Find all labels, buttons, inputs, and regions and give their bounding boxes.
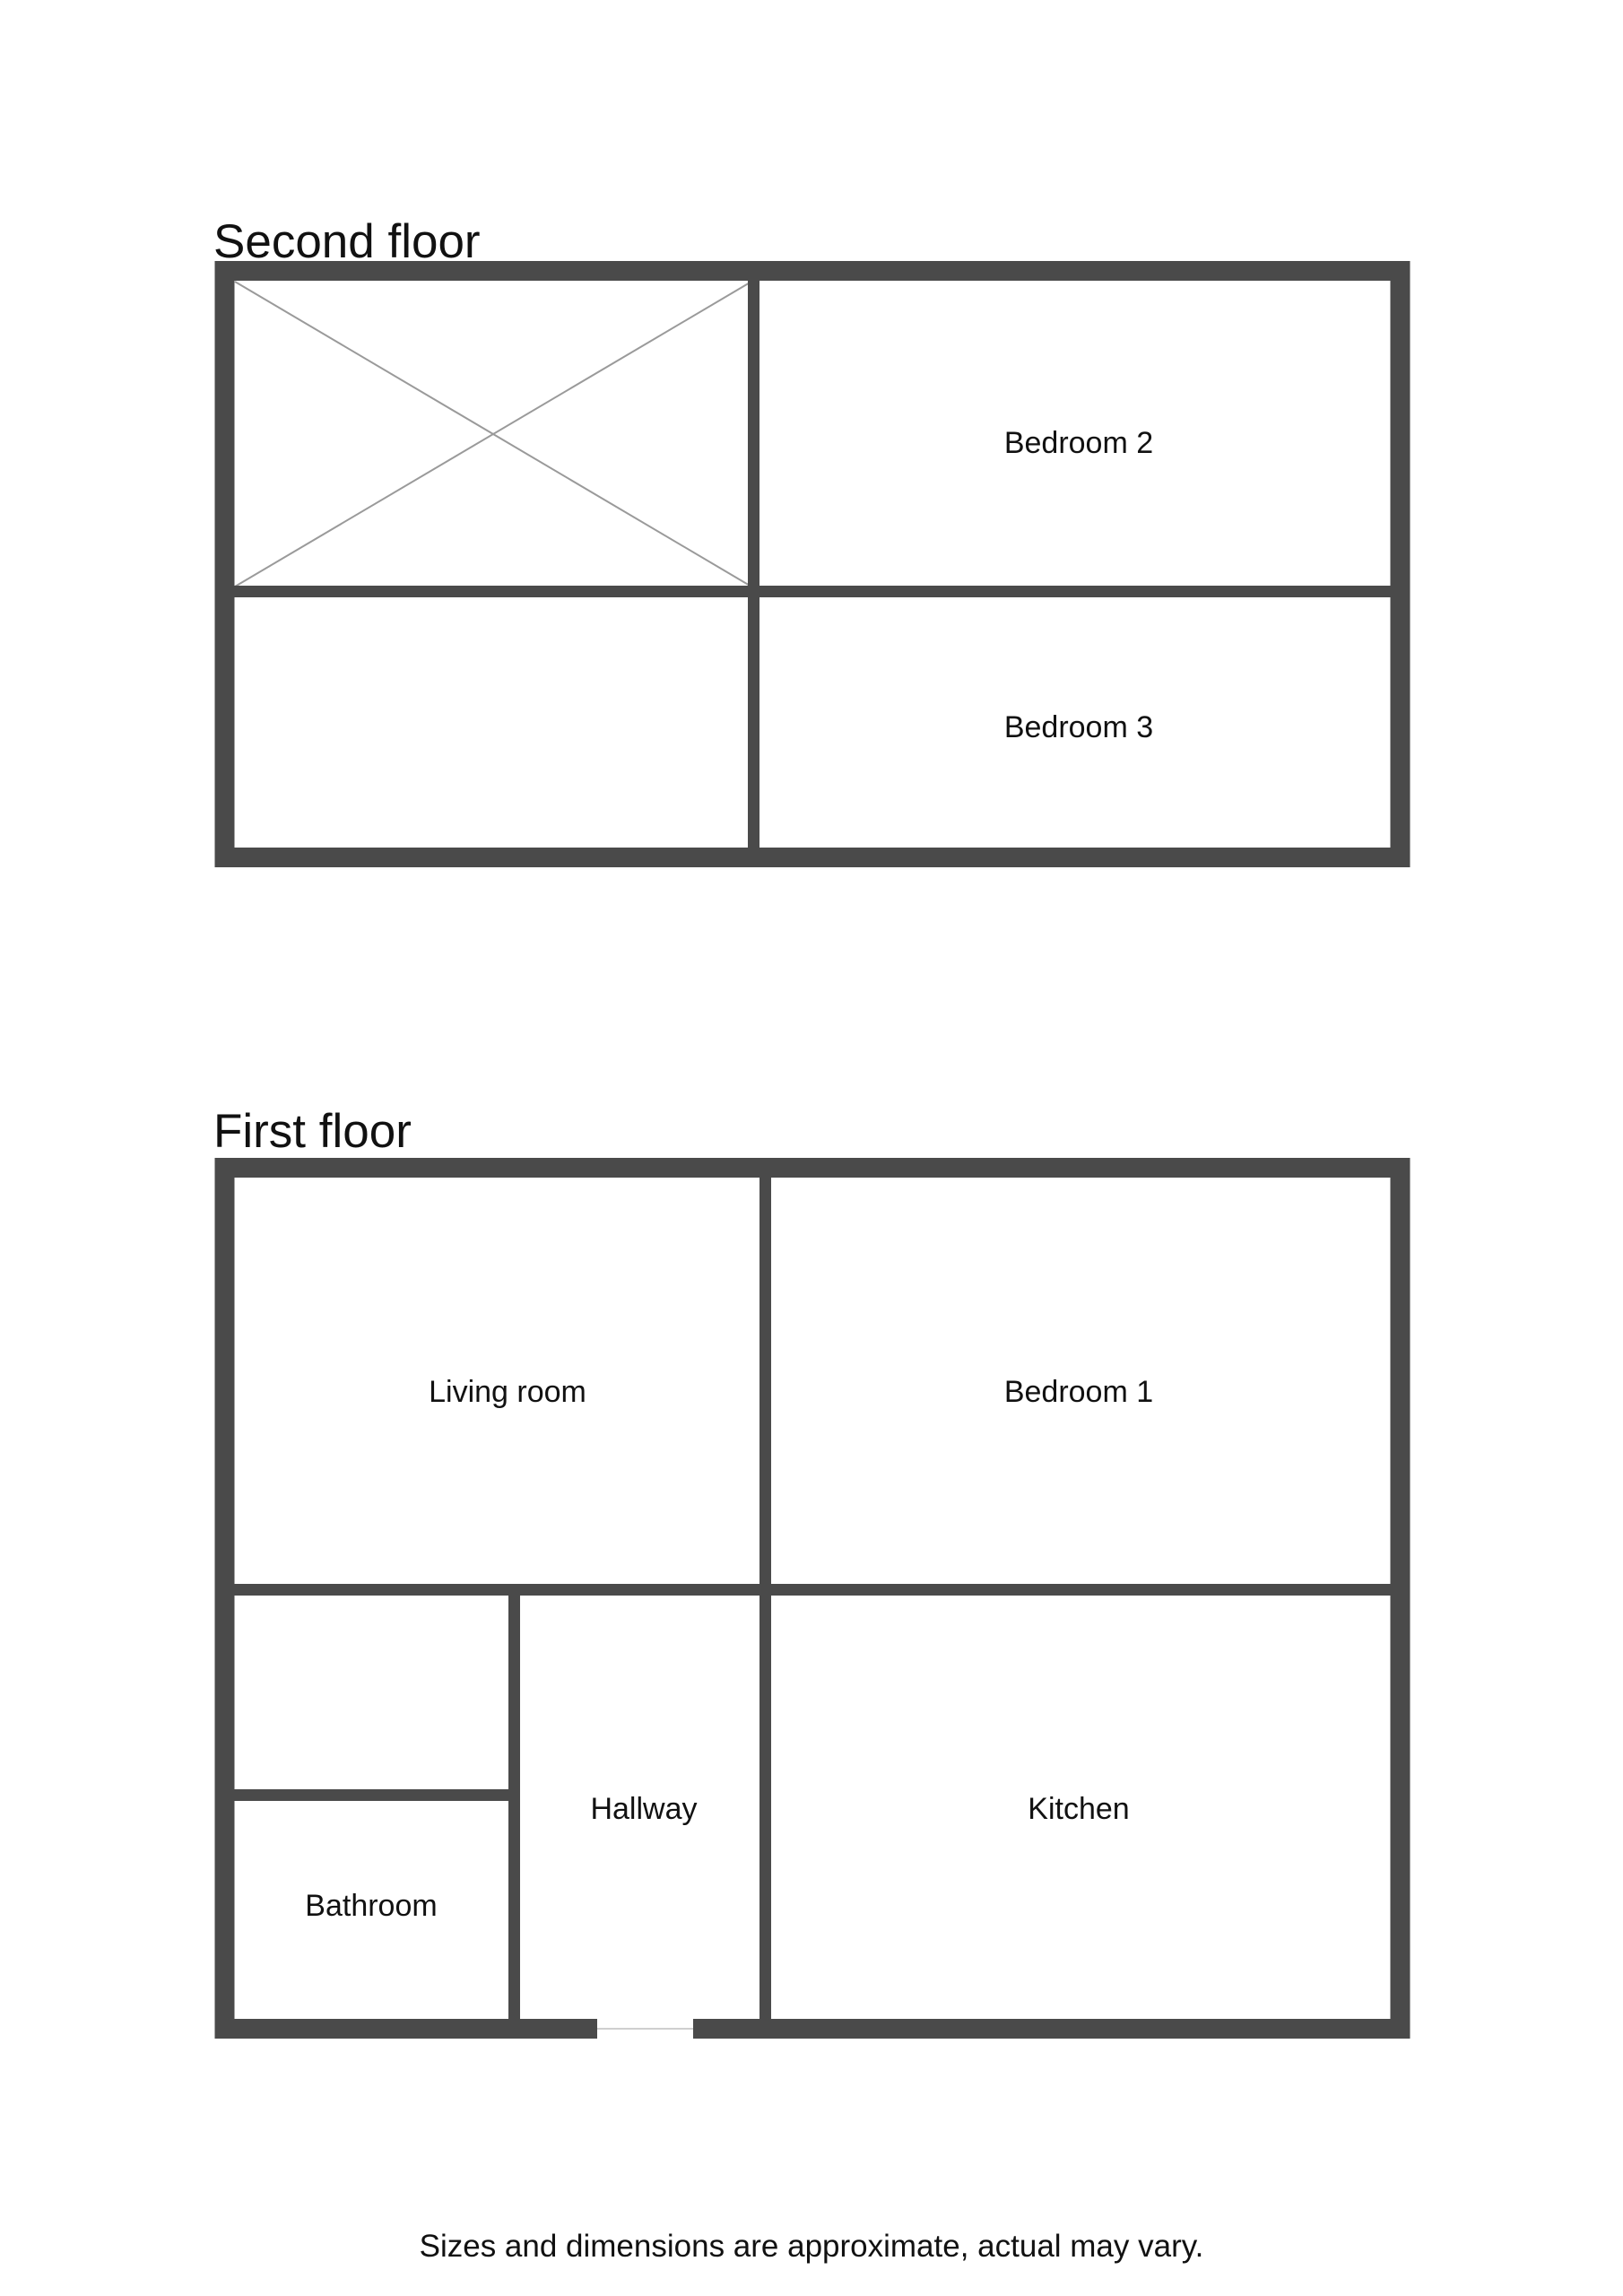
- wall-bathroom-hallway: [508, 1589, 520, 2029]
- second-floor-title: Second floor: [213, 215, 481, 268]
- room-label-bathroom: Bathroom: [305, 1889, 438, 1923]
- room-label-hallway: Hallway: [590, 1792, 698, 1826]
- room-label-living-room: Living room: [429, 1375, 586, 1409]
- first-floor-title: First floor: [213, 1105, 412, 1158]
- room-label-bedroom-2: Bedroom 2: [1003, 426, 1154, 460]
- second-floor-horizontal-wall: [224, 586, 1400, 597]
- void-cross-icon: [235, 282, 751, 587]
- room-label-bedroom-1: Bedroom 1: [1003, 1375, 1154, 1409]
- second-floor-outer-wall: [225, 271, 1401, 857]
- wall-cupboard-bathroom: [224, 1789, 514, 1801]
- disclaimer-note: Sizes and dimensions are approximate, actual may vary.: [419, 2229, 1204, 2264]
- wall-main-horizontal: [224, 1584, 1400, 1596]
- second-floor-vertical-wall: [748, 271, 759, 857]
- first-floor-plan: [224, 1168, 1401, 2039]
- wall-living-bedroom: [759, 1168, 771, 2029]
- second-floor-plan: [224, 271, 1401, 857]
- room-label-kitchen: Kitchen: [1028, 1792, 1130, 1826]
- room-label-bedroom-3: Bedroom 3: [1003, 710, 1154, 744]
